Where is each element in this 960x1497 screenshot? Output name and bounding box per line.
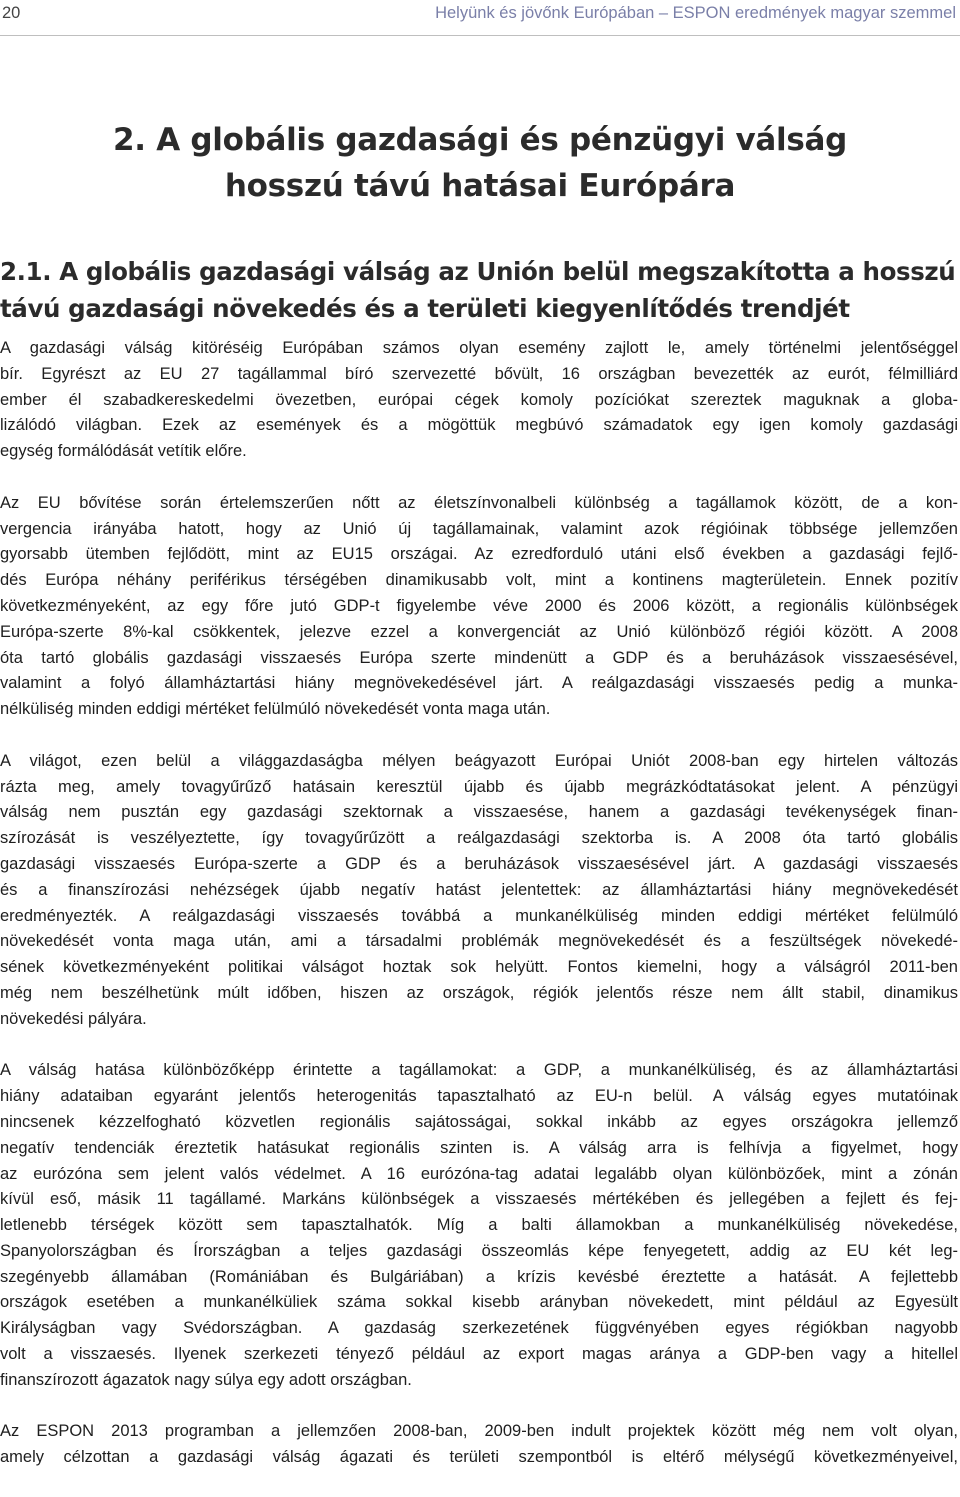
- text-line: válság nem pusztán egy gazdasági szektornak a visszaesése, hanem a gazdasági tevékenységek finan-: [0, 803, 958, 822]
- text-line: Az ESPON 2013 programban a jellemzően 2008-ban, 2009-ben indult projektek között még nem volt olyan,: [0, 1422, 958, 1441]
- chapter-title-line: 2. A globális gazdasági és pénzügyi válság: [112, 122, 848, 158]
- paragraph: [0, 1419, 960, 1471]
- text-line: bír. Egyrészt az EU 27 tagállammal bíró szervezetté bővült, 16 országban bevezették az eurót, félmilliárd: [0, 364, 958, 383]
- text-line: Az EU bővítése során értelemszerűen nőtt az életszínvonalbeli különbség a tagállamok között, de a kon-: [0, 493, 958, 512]
- text-line: növekedési pályára.: [0, 1009, 147, 1028]
- text-line: és a finanszírozási nehézségek újabb negatív hatást jelentettek: az államháztartási hiány megnövekedését: [0, 880, 958, 899]
- text-line: A válság hatása különbözőképp érintette a tagállamokat: a GDP, a munkanélküliség, és az államháztartási: [0, 1061, 958, 1080]
- text-line: rázta meg, amely tovagyűrűző hatásain keresztül újabb és újabb megrázkódtatásokat jelent. A pénzügyi: [0, 777, 958, 796]
- text-line: az eurózóna sem jelent valós védelmet. A 16 eurózóna-tag adatai legalább olyan különbözőek, mint a zónán: [0, 1164, 958, 1183]
- text-line: vergencia irányába hatott, hogy az Unió új tagállamainak, valamint azok régióinak többsége jellemzően: [0, 519, 958, 538]
- text-line: nincsenek kézzelfogható közvetlen regionális sajátosságai, sokkal inkább az egyes országokra jellemző: [0, 1112, 958, 1131]
- running-title: Helyünk és jövőnk Európában – ESPON eredmények magyar szemmel: [435, 4, 956, 22]
- text-line: Európa-szerte 8%-kal csökkentek, jelezve ezzel a konvergenciát az Unió különböző régiói között. A 2008: [0, 622, 958, 641]
- text-line: amely célzottan a gazdasági válság ágazati és területi szempontból is eltérő mélységű következményeivel,: [0, 1448, 958, 1467]
- text-line: sének következményeként politikai válságot hoztak sok helyütt. Fontos kiemelni, hogy a válságról 2011-ben: [0, 958, 958, 977]
- text-line: szírozását is veszélyeztette, így tovagyűrűzött a reálgazdasági szektorba is. A 2008 óta tartó globális: [0, 829, 958, 848]
- section-title-line: távú gazdasági növekedés és a területi kiegyenlítődés trendjét: [0, 294, 850, 323]
- chapter-title: [0, 117, 960, 209]
- text-line: következményeként, az egy főre jutó GDP-t figyelembe véve 2000 és 2006 között, a regionális különbségek: [0, 596, 958, 615]
- text-line: országok esetében a munkanélküliek száma sokkal kisebb arányban növekedett, mint például az Egyesült: [0, 1293, 958, 1312]
- text-line: ember él szabadkereskedelmi övezetben, európai cégek komoly pozíciókat szereztek maguknak a globa-: [0, 390, 958, 409]
- text-line: nélküliség minden eddigi mértéket felülmúló növekedését vonta maga után.: [0, 700, 551, 719]
- paragraph: [0, 1058, 960, 1393]
- text-line: negatív tendenciák éreztetik hatásukat regionális szinten is. A válság arra is felhívja a figyelmet, hogy: [0, 1138, 958, 1157]
- text-line: Spanyolországban és Írországban a teljes gazdasági összeomlás képe fenyegetett, addig az EU két leg-: [0, 1241, 958, 1260]
- text-line: óta tartó globális gazdasági visszaesés Európa szerte mindenütt a GDP és a beruházások visszaesésével,: [0, 648, 958, 667]
- text-line: valamint a folyó államháztartási hiány megnövekedésével járt. A reálgazdasági visszaesés pedig a munka-: [0, 674, 958, 693]
- text-line: növekedését vonta maga után, ami a társadalmi problémák megnövekedését és a feszültségek növekedé-: [0, 932, 958, 951]
- text-line: kívül eső, másik 11 tagállamé. Markáns különbségek a visszaesés mértékében és jellegében a fejlett és fej-: [0, 1190, 958, 1209]
- text-line: szegényebb államában (Romániában és Bulgáriában) a krízis kevésbé éreztette a hatását. A fejlettebb: [0, 1267, 958, 1286]
- text-line: finanszírozott ágazatok nagy súlya egy adott országban.: [0, 1370, 412, 1389]
- text-line: egység formálódását vetítik előre.: [0, 442, 247, 461]
- running-header: [0, 0, 960, 36]
- text-line: A világot, ezen belül a világgazdaságba mélyen beágyazott Európai Uniót 2008-ban egy hirtelen változás: [0, 751, 958, 770]
- paragraph: [0, 491, 960, 723]
- text-line: hiány adataiban egyaránt jelentős heterogenitás tapasztalható az EU-n belül. A válság egyes mutatóinak: [0, 1087, 958, 1106]
- section-title: [0, 253, 960, 327]
- text-line: dés Európa néhány periférikus térségében dinamikusabb volt, mint a kontinens magterületein. Ennek pozitív: [0, 571, 958, 590]
- text-line: gyorsabb ütemben fejlődött, mint az EU15 országai. Az ezredforduló utáni első években a gazdasági fejlő-: [0, 545, 958, 564]
- text-line: még nem beszélhetünk múlt időben, hiszen az országok, régiók jelentős része nem állt stabil, dinamikus: [0, 983, 958, 1002]
- text-line: Királyságban vagy Svédországban. A gazdaság szerkezetének függvényében egyes régiókban nagyobb: [0, 1319, 958, 1338]
- text-line: lizálódó világban. Ezek az események és a mögöttük megbúvó számadatok egy igen komoly gazdasági: [0, 416, 958, 435]
- body-text: [0, 336, 960, 1497]
- text-line: gazdasági visszaesés Európa-szerte a GDP és a beruházások visszaesésével járt. A gazdasági visszaesés: [0, 854, 958, 873]
- paragraph: [0, 749, 960, 1033]
- chapter-title-line: hosszú távú hatásai Európára: [224, 168, 736, 204]
- section-title-line: 2.1. A globális gazdasági válság az Unión belül megszakította a hosszú: [0, 257, 956, 286]
- paragraph: [0, 336, 960, 465]
- text-line: A gazdasági válság kitöréséig Európában számos olyan esemény zajlott le, amely történelmi jelentőséggel: [0, 339, 958, 357]
- text-line: eredményezték. A reálgazdasági visszaesés továbbá a munkanélküliség minden eddigi mértéket felülmúló: [0, 906, 958, 925]
- text-line: volt a visszaesés. Ilyenek szerkezeti tényező például az export magas aránya a GDP-ben vagy a hitellel: [0, 1345, 958, 1364]
- page-number: 20: [2, 4, 21, 22]
- text-line: letlenebb térségek között sem tapasztalhatók. Míg a balti államokban a munkanélküliség növekedése,: [0, 1216, 958, 1235]
